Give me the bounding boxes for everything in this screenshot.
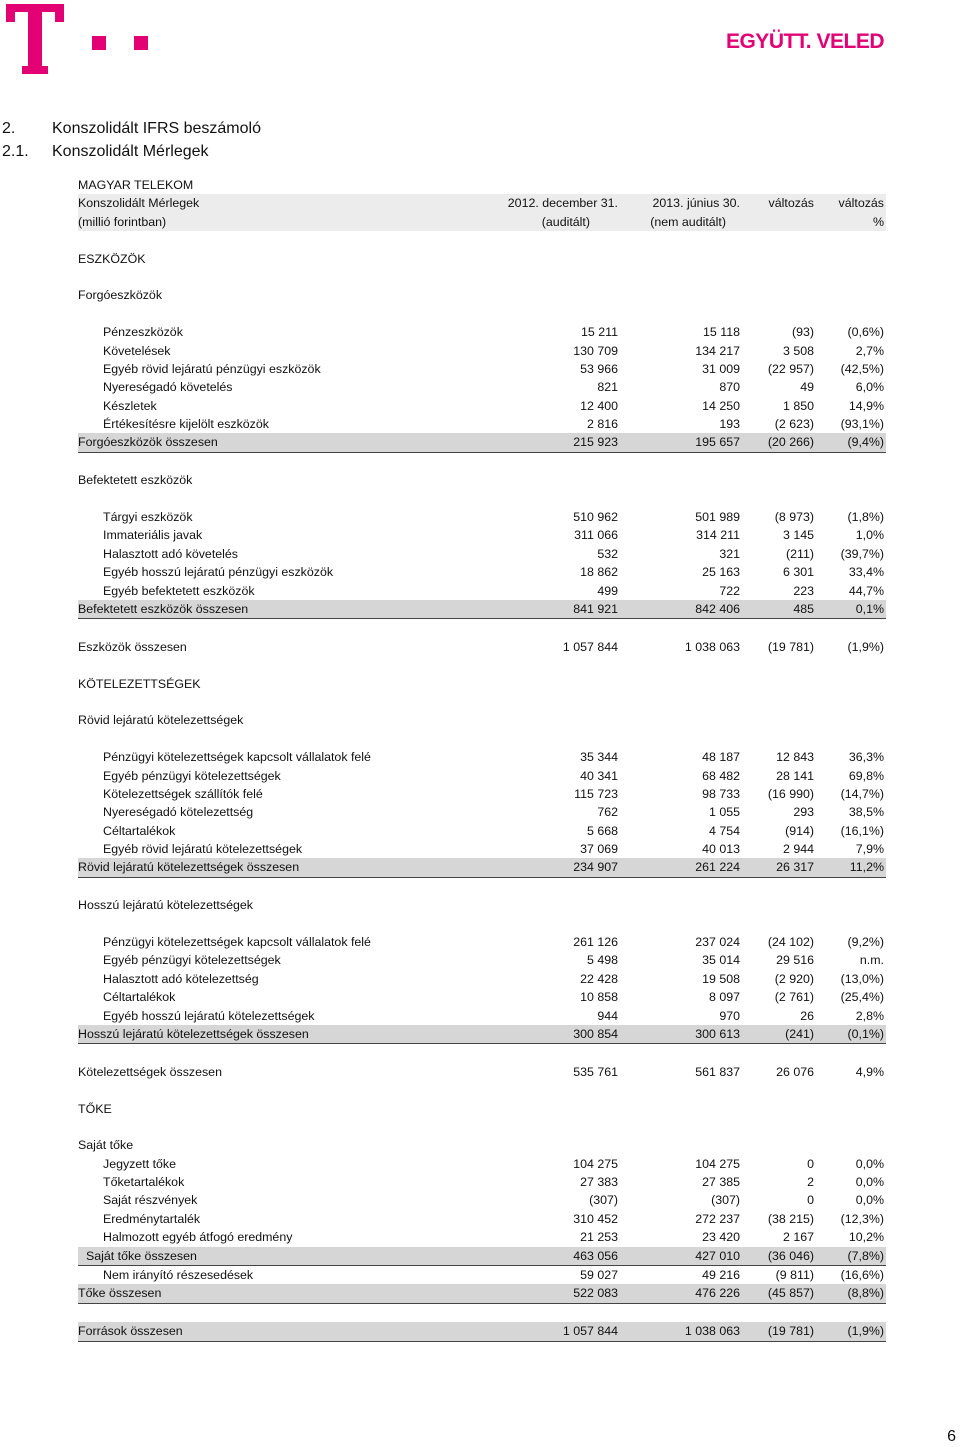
row-value-col4: (8,8%): [847, 1286, 884, 1301]
row-value-col1: 510 962: [573, 510, 618, 525]
row-label: Egyéb hosszú lejáratú pénzügyi eszközök: [103, 565, 334, 580]
row-label: Egyéb pénzügyi kötelezettségek: [103, 768, 281, 783]
row-label: Nyereségadó kötelezettség: [103, 805, 254, 820]
row-value-col2: 427 010: [695, 1248, 740, 1263]
total-row: [78, 638, 886, 656]
row-value-col2: 14 250: [702, 398, 740, 413]
table-row: [78, 785, 886, 803]
row-value-col1: 5 498: [586, 953, 618, 968]
spacer-row: [78, 268, 886, 286]
row-label: TŐKE: [78, 1101, 112, 1116]
section-row: [78, 286, 886, 304]
page-number: 6: [947, 1428, 956, 1445]
row-value-col3: (2 623): [774, 417, 814, 432]
row-value-col2: 68 482: [702, 768, 740, 783]
spacer-row: [78, 730, 886, 748]
row-value-col3: 1 850: [782, 398, 814, 413]
row-value-col3: (9 811): [775, 1268, 814, 1283]
row-value-col3: 26 076: [776, 1064, 814, 1079]
spacer-row: [78, 1304, 886, 1322]
row-value-col4: (42,5%): [840, 361, 884, 376]
row-value-col1: 115 723: [574, 786, 618, 801]
spacer-row: [78, 915, 886, 933]
table-body: [78, 231, 886, 1341]
row-value-col3: (19 781): [767, 639, 814, 654]
row-value-col4: 0,1%: [855, 601, 884, 616]
row-value-col4: 38,5%: [848, 805, 884, 820]
spacer-row: [78, 1081, 886, 1099]
row-label: Eredménytartalék: [103, 1211, 201, 1226]
row-label: Pénzügyi kötelezettségek kapcsolt vállalatok felé: [103, 935, 371, 950]
heading-2: [2, 143, 209, 161]
col2-header: 2013. június 30.: [652, 196, 740, 211]
row-value-col4: (7,8%): [847, 1248, 884, 1263]
row-value-col1: 53 966: [580, 361, 618, 376]
row-value-col4: 6,0%: [855, 380, 884, 395]
row-value-col2: 195 657: [695, 435, 740, 450]
row-value-col2: 134 217: [695, 343, 740, 358]
row-value-col1: 1 057 844: [562, 1324, 618, 1339]
table-row: [78, 1155, 886, 1173]
row-value-col3: (19 781): [767, 1324, 814, 1339]
col1-subheader: (auditált): [541, 214, 590, 229]
row-label: Értékesítésre kijelölt eszközök: [103, 417, 269, 432]
row-value-col1: 130 709: [573, 343, 618, 358]
row-value-col3: (241): [785, 1026, 814, 1041]
row-label: Egyéb rövid lejáratú kötelezettségek: [103, 842, 303, 857]
row-value-col2: 193: [719, 417, 740, 432]
row-label: Nem irányító részesedések: [103, 1268, 254, 1283]
row-value-col2: 15 118: [703, 325, 740, 340]
row-value-col4: (0,6%): [847, 325, 884, 340]
heading-2-text: Konszolidált Mérlegek: [52, 143, 209, 160]
row-value-col1: 311 066: [574, 528, 618, 543]
section-row: [78, 471, 886, 489]
row-value-col3: 26 317: [776, 860, 814, 875]
row-value-col2: 561 837: [695, 1064, 740, 1079]
row-value-col4: 7,9%: [855, 842, 884, 857]
table-row: [78, 748, 886, 766]
row-value-col1: (307): [589, 1193, 618, 1208]
row-value-col4: 33,4%: [848, 565, 884, 580]
row-label: Forgóeszközök: [78, 288, 163, 303]
row-value-col3: (2 920): [774, 971, 814, 986]
row-value-col1: 2 816: [586, 417, 618, 432]
table-title: Konszolidált Mérlegek: [78, 196, 200, 211]
row-value-col2: 501 989: [695, 510, 740, 525]
row-value-col4: (9,4%): [847, 435, 884, 450]
row-value-col1: 463 056: [573, 1248, 618, 1263]
row-value-col1: 234 907: [573, 860, 618, 875]
row-label: Készletek: [103, 398, 157, 413]
row-value-col3: (24 102): [767, 935, 814, 950]
row-label: Eszközök összesen: [78, 639, 187, 654]
table-row: [78, 508, 886, 526]
heading-1: [2, 120, 261, 138]
row-label: Egyéb pénzügyi kötelezettségek: [103, 953, 281, 968]
table-row: [78, 840, 886, 858]
row-label: Forgóeszközök összesen: [78, 435, 218, 450]
row-value-col3: 2: [807, 1175, 814, 1190]
col4-header: változás: [838, 196, 884, 211]
row-value-col3: 3 508: [782, 343, 814, 358]
row-label: Saját tőke összesen: [86, 1248, 197, 1263]
spacer-row: [78, 693, 886, 711]
row-value-col1: 310 452: [573, 1211, 618, 1226]
row-value-col3: 49: [800, 380, 814, 395]
row-value-col2: 40 013: [702, 842, 740, 857]
row-value-col4: (14,7%): [840, 786, 884, 801]
row-value-col2: 25 163: [702, 565, 740, 580]
row-value-col1: 22 428: [580, 971, 618, 986]
row-label: Halmozott egyéb átfogó eredmény: [103, 1230, 293, 1245]
total-row: [78, 433, 886, 452]
row-value-col4: 1,0%: [855, 528, 884, 543]
spacer-row: [78, 305, 886, 323]
row-value-col1: 40 341: [580, 768, 618, 783]
row-value-col2: 1 038 063: [684, 639, 740, 654]
col4-subheader: %: [872, 214, 884, 229]
col1-header: 2012. december 31.: [507, 196, 618, 211]
row-value-col1: 841 921: [573, 601, 618, 616]
row-value-col3: (16 990): [767, 786, 814, 801]
logo-square-2: [134, 36, 148, 50]
row-value-col3: 293: [793, 805, 814, 820]
row-value-col3: (22 957): [767, 361, 814, 376]
row-value-col3: (36 046): [767, 1248, 814, 1263]
row-value-col2: 321: [719, 546, 740, 561]
table-row: [78, 323, 886, 341]
row-value-col4: 4,9%: [855, 1064, 884, 1079]
row-label: Immateriális javak: [103, 528, 203, 543]
row-value-col3: 12 843: [776, 750, 814, 765]
row-value-col4: (16,1%): [840, 823, 884, 838]
row-value-col2: 27 385: [702, 1175, 740, 1190]
row-value-col1: 27 383: [580, 1175, 618, 1190]
row-value-col3: 2 167: [782, 1230, 814, 1245]
row-value-col2: 476 226: [695, 1286, 740, 1301]
total-row: [78, 1025, 886, 1044]
row-label: ESZKÖZÖK: [78, 251, 146, 266]
section-row: [78, 1136, 886, 1154]
row-value-col2: 8 097: [708, 990, 740, 1005]
row-value-col4: 2,7%: [855, 343, 884, 358]
row-label: Befektetett eszközök összesen: [78, 601, 249, 616]
row-value-col4: 69,8%: [848, 768, 884, 783]
spacer-row: [78, 453, 886, 471]
row-label: Tárgyi eszközök: [103, 510, 193, 525]
total-row: [78, 600, 886, 619]
balance-sheet-table: [78, 176, 886, 1342]
col3-header: változás: [768, 196, 814, 211]
table-row: [78, 1007, 886, 1025]
heading-1-number: 2.: [2, 120, 16, 137]
row-value-col3: 3 145: [782, 528, 814, 543]
row-value-col2: 104 275: [695, 1156, 740, 1171]
row-value-col3: (2 761): [774, 990, 814, 1005]
row-label: Kötelezettségek összesen: [78, 1064, 222, 1079]
row-value-col4: 10,2%: [848, 1230, 884, 1245]
row-value-col4: 0,0%: [855, 1193, 884, 1208]
row-value-col2: 842 406: [695, 601, 740, 616]
total-row: [78, 858, 886, 877]
row-label: Hosszú lejáratú kötelezettségek: [78, 898, 253, 913]
row-value-col1: 35 344: [580, 750, 618, 765]
row-label: Céltartalékok: [103, 990, 176, 1005]
row-value-col1: 10 858: [580, 990, 618, 1005]
table-row: [78, 1191, 886, 1209]
row-value-col4: 44,7%: [848, 583, 884, 598]
row-value-col3: (914): [785, 823, 814, 838]
row-value-col3: (93): [791, 325, 814, 340]
row-value-col2: 31 009: [702, 361, 740, 376]
table-header-row-2: [78, 213, 886, 231]
row-value-col1: 21 253: [580, 1230, 618, 1245]
row-value-col4: (1,8%): [847, 510, 884, 525]
heading-1-text: Konszolidált IFRS beszámoló: [52, 120, 261, 137]
row-label: Befektetett eszközök: [78, 473, 193, 488]
row-value-col2: 272 237: [695, 1211, 740, 1226]
table-row: [78, 803, 886, 821]
table-row: [78, 526, 886, 544]
row-value-col1: 821: [597, 380, 618, 395]
row-value-col2: 98 733: [702, 786, 740, 801]
heading-2-number: 2.1.: [2, 143, 29, 160]
row-value-col1: 18 862: [580, 565, 618, 580]
row-value-col1: 522 083: [573, 1286, 618, 1301]
row-value-col4: 36,3%: [848, 750, 884, 765]
row-value-col2: 970: [719, 1008, 740, 1023]
row-label: Céltartalékok: [103, 823, 176, 838]
row-value-col3: 6 301: [782, 565, 814, 580]
row-value-col2: 48 187: [702, 750, 740, 765]
row-value-col4: (25,4%): [840, 990, 884, 1005]
row-value-col1: 762: [597, 805, 618, 820]
table-row: [78, 767, 886, 785]
row-value-col4: (93,1%): [840, 417, 884, 432]
col2-subheader: (nem auditált): [650, 214, 726, 229]
row-value-col1: 532: [597, 546, 618, 561]
total-row: [78, 1063, 886, 1081]
section-row: [78, 1100, 886, 1118]
spacer-row: [78, 878, 886, 896]
row-label: Rövid lejáratú kötelezettségek: [78, 713, 244, 728]
row-value-col4: (39,7%): [840, 546, 884, 561]
table-row: [78, 415, 886, 433]
section-row: [78, 711, 886, 729]
row-value-col3: (45 857): [767, 1286, 814, 1301]
table-row: [78, 1228, 886, 1246]
table-row: [78, 545, 886, 563]
table-row: [78, 582, 886, 600]
row-value-col3: 29 516: [776, 953, 814, 968]
table-company-row: [78, 176, 886, 194]
row-value-col4: (0,1%): [847, 1026, 884, 1041]
row-value-col2: 49 216: [702, 1268, 740, 1283]
row-label: Hosszú lejáratú kötelezettségek összesen: [78, 1026, 309, 1041]
row-label: Követelések: [103, 343, 171, 358]
row-value-col1: 499: [597, 583, 618, 598]
row-value-col4: n.m.: [859, 953, 884, 968]
spacer-row: [78, 490, 886, 508]
company-name: MAGYAR TELEKOM: [78, 178, 194, 192]
table-row: [78, 970, 886, 988]
row-label: Egyéb befektetett eszközök: [103, 583, 255, 598]
table-row: [78, 988, 886, 1006]
row-label: KÖTELEZETTSÉGEK: [78, 676, 201, 691]
row-value-col3: 0: [807, 1193, 814, 1208]
row-value-col2: 23 420: [702, 1230, 740, 1245]
row-label: Rövid lejáratú kötelezettségek összesen: [78, 860, 300, 875]
row-label: Pénzeszközök: [103, 325, 183, 340]
section-row: [78, 250, 886, 268]
row-label: Pénzügyi kötelezettségek kapcsolt vállalatok felé: [103, 750, 371, 765]
row-value-col4: 11,2%: [849, 860, 884, 875]
section-row: [78, 896, 886, 914]
spacer-row: [78, 619, 886, 637]
row-value-col2: 261 224: [695, 860, 740, 875]
row-value-col3: (20 266): [767, 435, 814, 450]
row-label: Jegyzett tőke: [103, 1156, 177, 1171]
row-value-col4: 0,0%: [855, 1156, 884, 1171]
row-value-col1: 261 126: [573, 935, 618, 950]
table-row: [78, 563, 886, 581]
row-value-col3: 28 141: [776, 768, 814, 783]
row-value-col1: 1 057 844: [562, 639, 618, 654]
row-value-col2: 35 014: [702, 953, 740, 968]
row-value-col3: 485: [793, 601, 814, 616]
table-row: [78, 397, 886, 415]
row-value-col1: 944: [597, 1008, 618, 1023]
row-label: Tőketartalékok: [103, 1175, 185, 1190]
table-row: [78, 822, 886, 840]
row-value-col1: 15 211: [581, 325, 618, 340]
total-row: [78, 1247, 886, 1266]
row-value-col4: 14,9%: [848, 398, 884, 413]
row-value-col1: 59 027: [580, 1268, 618, 1283]
row-value-col2: 19 508: [702, 971, 740, 986]
row-value-col2: 1 055: [708, 805, 740, 820]
row-value-col4: 0,0%: [855, 1175, 884, 1190]
row-label: Források összesen: [78, 1324, 183, 1339]
row-value-col4: (13,0%): [840, 971, 884, 986]
row-value-col1: 300 854: [573, 1026, 618, 1041]
total-row: [78, 1322, 886, 1341]
row-value-col3: (8 973): [774, 510, 814, 525]
table-row: [78, 1210, 886, 1228]
row-value-col4: (1,9%): [847, 1324, 884, 1339]
spacer-row: [78, 231, 886, 249]
total-row: [78, 1284, 886, 1303]
table-row: [78, 951, 886, 969]
row-value-col1: 104 275: [573, 1156, 618, 1171]
row-value-col3: 26: [800, 1008, 814, 1023]
row-value-col3: (211): [785, 546, 814, 561]
row-label: Egyéb rövid lejáratú pénzügyi eszközök: [103, 361, 321, 376]
row-value-col3: 223: [793, 583, 814, 598]
table-unit: (millió forintban): [78, 214, 167, 229]
row-value-col3: 0: [807, 1156, 814, 1171]
table-row: [78, 342, 886, 360]
row-label: Saját tőke: [78, 1138, 134, 1153]
spacer-row: [78, 1118, 886, 1136]
row-value-col1: 12 400: [580, 398, 618, 413]
spacer-row: [78, 656, 886, 674]
row-label: Halasztott adó követelés: [103, 546, 238, 561]
table-row: [78, 1173, 886, 1191]
row-value-col2: 4 754: [708, 823, 740, 838]
row-value-col1: 215 923: [573, 435, 618, 450]
row-value-col2: 1 038 063: [684, 1324, 740, 1339]
row-value-col2: 237 024: [695, 935, 740, 950]
row-value-col1: 37 069: [580, 842, 618, 857]
logo-square-1: [92, 36, 106, 50]
brand-slogan: EGYÜTT. VELED: [725, 30, 884, 53]
table-row: [78, 378, 886, 396]
table-header-row-1: [78, 194, 886, 212]
row-value-col2: 314 211: [696, 528, 740, 543]
row-value-col3: 2 944: [782, 842, 814, 857]
row-value-col4: (1,9%): [847, 639, 884, 654]
section-row: [78, 675, 886, 693]
table-row: [78, 360, 886, 378]
row-label: Egyéb hosszú lejáratú kötelezettségek: [103, 1008, 315, 1023]
row-value-col4: 2,8%: [855, 1008, 884, 1023]
spacer-row: [78, 1044, 886, 1062]
row-label: Saját részvények: [103, 1193, 198, 1208]
table-row: [78, 933, 886, 951]
telekom-t-logo-icon: [6, 4, 64, 74]
row-label: Halasztott adó kötelezettség: [103, 971, 259, 986]
row-value-col2: 722: [719, 583, 740, 598]
row-label: Kötelezettségek szállítók felé: [103, 786, 263, 801]
row-value-col2: (307): [711, 1193, 740, 1208]
row-value-col2: 300 613: [695, 1026, 740, 1041]
row-value-col4: (16,6%): [840, 1268, 884, 1283]
row-value-col4: (9,2%): [847, 935, 884, 950]
row-value-col3: (38 215): [767, 1211, 814, 1226]
table-row: [78, 1266, 886, 1284]
row-value-col1: 5 668: [586, 823, 618, 838]
row-label: Nyereségadó követelés: [103, 380, 233, 395]
row-value-col4: (12,3%): [840, 1211, 884, 1226]
row-value-col1: 535 761: [573, 1064, 618, 1079]
row-value-col2: 870: [719, 380, 740, 395]
row-label: Tőke összesen: [78, 1286, 162, 1301]
